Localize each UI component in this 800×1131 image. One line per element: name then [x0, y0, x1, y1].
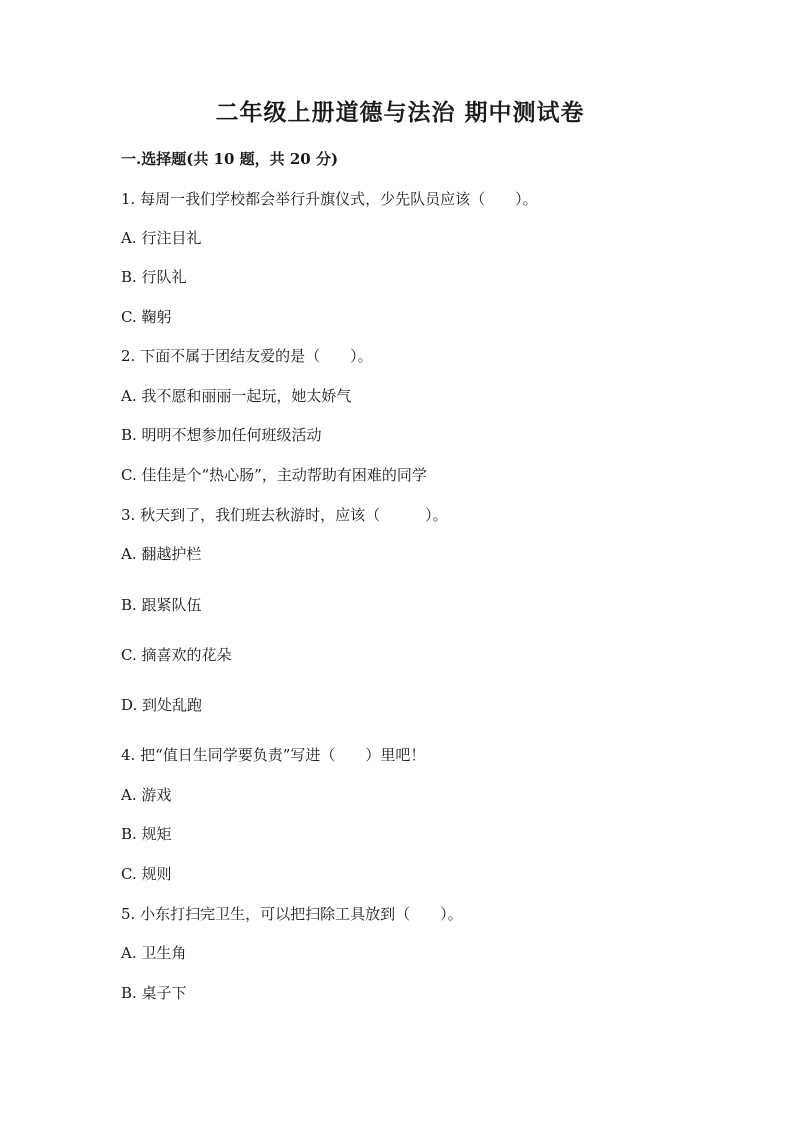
question-4-stem: 4. 把“值日生同学要负责”写进（ ）里吧！ — [121, 746, 426, 764]
question-2-option-a: A. 我不愿和丽丽一起玩，她太娇气 — [121, 387, 352, 405]
question-3-option-d: D. 到处乱跑 — [121, 696, 203, 714]
question-3-option-a: A. 翻越护栏 — [121, 545, 202, 563]
question-3-option-c: C. 摘喜欢的花朵 — [121, 646, 232, 664]
question-1-option-a: A. 行注目礼 — [121, 229, 202, 247]
question-4-option-c: C. 规则 — [121, 865, 172, 883]
question-2-option-b: B. 明明不想参加任何班级活动 — [121, 426, 322, 444]
question-5-option-b: B. 桌子下 — [121, 984, 187, 1002]
question-5-option-a: A. 卫生角 — [121, 944, 187, 962]
question-2-option-c: C. 佳佳是个“热心肠”，主动帮助有困难的同学 — [121, 466, 427, 484]
question-5-stem: 5. 小东打扫完卫生，可以把扫除工具放到（ ）。 — [121, 905, 463, 923]
question-1-stem: 1. 每周一我们学校都会举行升旗仪式，少先队员应该（ ）。 — [121, 190, 538, 208]
question-1-option-b: B. 行队礼 — [121, 268, 187, 286]
question-3-option-b: B. 跟紧队伍 — [121, 596, 202, 614]
page-title: 二年级上册道德与法治 期中测试卷 — [215, 99, 585, 126]
question-3-stem: 3. 秋天到了，我们班去秋游时，应该（ ）。 — [121, 506, 448, 524]
question-4-option-a: A. 游戏 — [121, 786, 172, 804]
section-heading: 一.选择题(共 10 题，共 20 分) — [121, 150, 339, 168]
question-4-option-b: B. 规矩 — [121, 825, 172, 843]
question-1-option-c: C. 鞠躬 — [121, 308, 172, 326]
question-2-stem: 2. 下面不属于团结友爱的是（ ）。 — [121, 347, 373, 365]
